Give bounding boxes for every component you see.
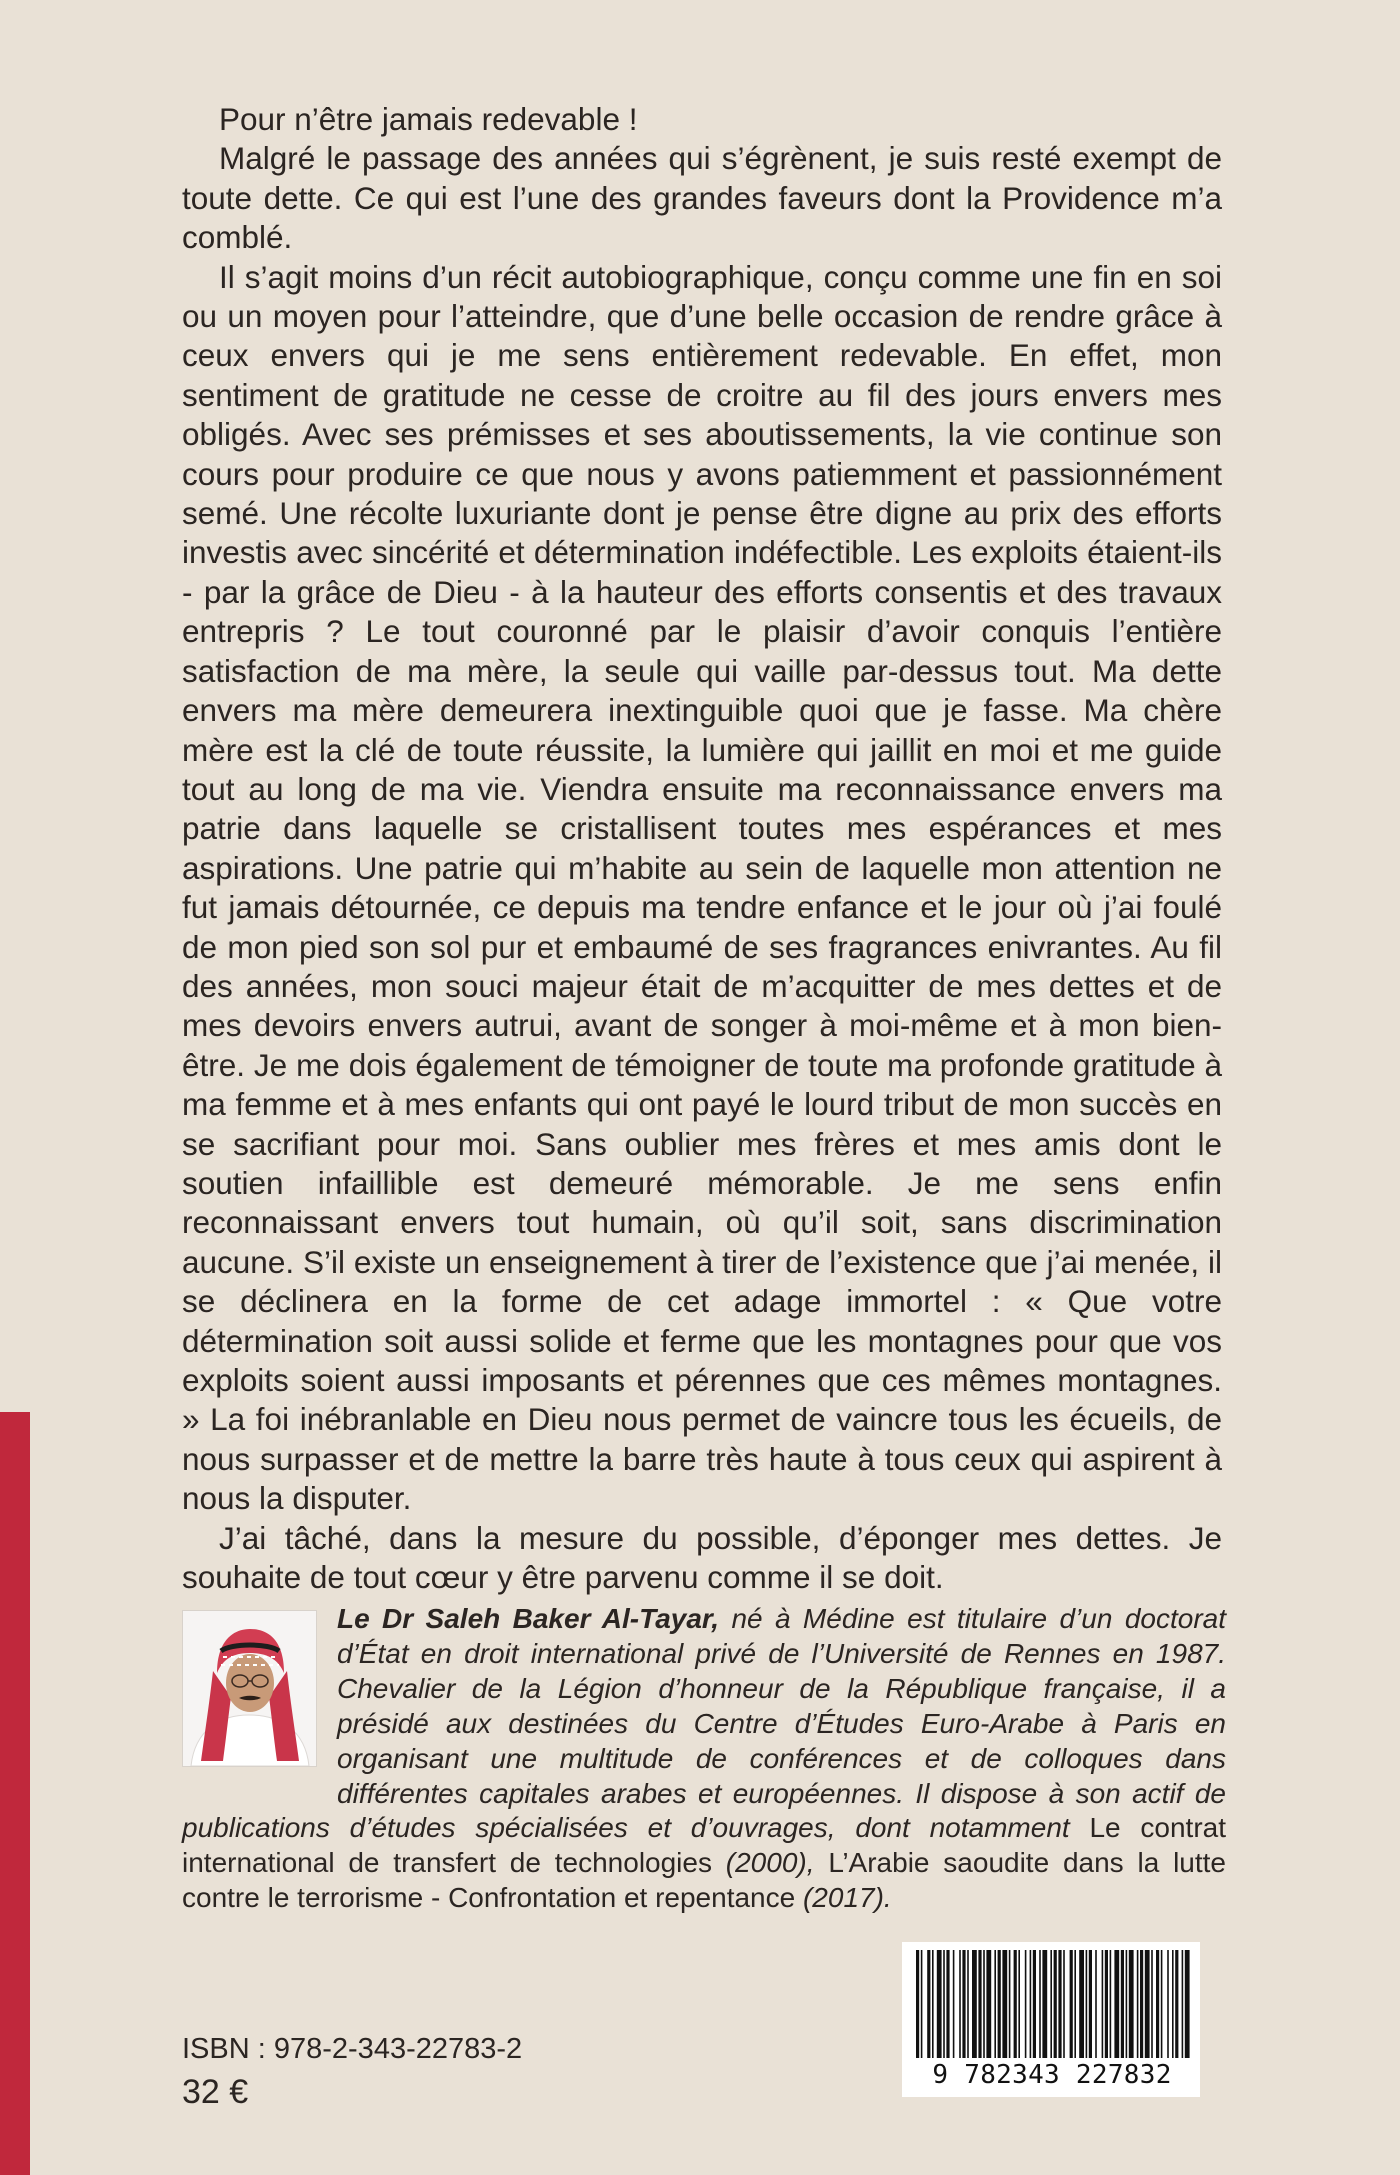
barcode-bar [1151, 1950, 1153, 2058]
barcode-bar [1030, 1950, 1032, 2058]
isbn: ISBN : 978-2-343-22783-2 [182, 2033, 523, 2065]
barcode-bar [943, 1950, 945, 2058]
barcode [902, 1942, 1200, 2097]
barcode-bar [1042, 1950, 1047, 2058]
barcode-bar [1140, 1950, 1143, 2058]
book-year-1: (2000), [711, 1847, 829, 1879]
barcode-bar [1110, 1950, 1112, 2058]
barcode-bar [1185, 1950, 1190, 2058]
photo-spacer [182, 1602, 337, 1777]
barcode-bar [967, 1950, 969, 2058]
barcode-bar [998, 1950, 1001, 2058]
barcode-bar [1039, 1950, 1041, 2058]
price: 32 € [182, 2073, 249, 2111]
book-title-2: L’Arabie saoudite dans la lutte contre le terrorisme - Confrontation et repentance [182, 1847, 1226, 1914]
book-title-1: Le contrat international de transfert de technologies [182, 1812, 1227, 1879]
barcode-bar [983, 1950, 985, 2058]
barcode-bar [1095, 1950, 1097, 2058]
barcode-bar [1018, 1950, 1020, 2058]
barcode-bar [1086, 1950, 1088, 2058]
barcode-bar [1063, 1950, 1065, 2058]
barcode-number: 9 782343 227832 [932, 2060, 1172, 2090]
bio-text: né à Médine est titulaire d’un doctorat d’État en droit international privé de l’Université de Rennes en 1987. Chevalier de la Légion d’honneur de la République française, il a présidé aux destinées du Centre d’Études Euro-Arabe à Paris en organisant une multitude de conférences et de colloques dans différentes capitales arabes et européennes. Il dispose à son actif de publications d’études spécialisées et d’ouvrages, dont notamment [182, 1603, 1226, 1844]
author-bio [182, 1602, 1226, 1916]
barcode-bar [932, 1950, 934, 2058]
barcode-bar [1014, 1950, 1017, 2058]
barcode-bar [1033, 1950, 1036, 2058]
barcode-bar [962, 1950, 965, 2058]
barcode-bar [916, 1950, 919, 2058]
barcode-bar [937, 1950, 942, 2058]
barcode-bar [994, 1950, 996, 2058]
barcode-bar [1025, 1950, 1027, 2058]
book-year-2: (2017). [795, 1882, 892, 1914]
barcode-bar [959, 1950, 961, 2058]
red-side-stripe [0, 1412, 30, 2175]
back-cover-text [182, 100, 1222, 1597]
barcode-bar [1002, 1950, 1007, 2058]
barcode-bar [1175, 1950, 1178, 2058]
barcode-bar [1182, 1950, 1184, 2058]
barcode-bar [1137, 1950, 1139, 2058]
barcode-bar [1114, 1950, 1119, 2058]
paragraph-body: Il s’agit moins d’un récit autobiographique, conçu comme une fin en soi ou un moyen pour l’atteindre, que d’une belle occasion de rendre grâce à ceux envers qui je me sens entièrement redevable. En effet, mon sentiment de gratitude ne cesse de croitre au fil des jours envers mes obligés. Avec ses prémisses et ses aboutissements, la vie continue son cours pour produire ce que nous y avons patiemment et passionnément semé. Une récolte luxuriante dont je pense être digne au prix des efforts investis avec sincérité et détermination indéfectible. Les exploits étaient-ils - par la grâce de Dieu - à la hauteur des efforts consentis et des travaux entrepris ? Le tout couronné par le plaisir d’avoir conquis l’entière satisfaction de ma mère, la seule qui vaille par-dessus tout. Ma dette envers ma mère demeurera inextinguible quoi que je fasse. Ma chère mère est la clé de toute réussite, la lumière qui jaillit en moi et me guide tout au long de ma vie. Viendra ensuite ma reconnaissance envers ma patrie dans laquelle se cristallisent toutes mes espérances et mes aspirations. Une patrie qui m’habite au sein de laquelle mon attention ne fut jamais détournée, ce depuis ma tendre enfance et le jour où j’ai foulé de mon pied son sol pur et embaumé de ses fragrances enivrantes. Au fil des années, mon souci majeur était de m’acquitter de mes dettes et de mes devoirs envers autrui, avant de songer à moi-même et à mon bien-être. Je me dois également de témoigner de toute ma profonde gratitude à ma femme et à mes enfants qui ont payé le lourd tribut de mon succès en se sacrifiant pour moi. Sans oublier mes frères et mes amis dont le soutien infaillible est demeuré mémorable. Je me sens enfin reconnaissant envers tout humain, où qu’il soit, sans discrimination aucune. S’il existe un enseignement à tirer de l’existence que j’ai menée, il se déclinera en la forme de cet adage immortel : « Que votre détermination soit aussi solide et ferme que les montagnes pour que vos exploits soient aussi imposants et pérennes que ces mêmes montagnes. » La foi inébranlable en Dieu nous permet de vaincre tous les écueils, de nous surpasser et de mettre la barre très haute à tous ceux qui aspirent à nous la disputer. [182, 258, 1222, 1517]
barcode-bar [1167, 1950, 1169, 2058]
paragraph-closing: J’ai tâché, dans la mesure du possible, d’éponger mes dettes. Je souhaite de tout cœur y être parvenu comme il se doit. [182, 1519, 1222, 1596]
barcode-bar [953, 1950, 955, 2058]
barcode-bar [921, 1950, 923, 2058]
barcode-bar [1058, 1950, 1061, 2058]
barcode-bar [1156, 1950, 1159, 2058]
barcode-bar [1121, 1950, 1124, 2058]
barcode-bar [978, 1950, 981, 2058]
barcode-bar [1089, 1950, 1092, 2058]
barcode-bar [1129, 1950, 1134, 2058]
barcode-bar [1070, 1950, 1073, 2058]
barcode-bar [1105, 1950, 1108, 2058]
barcode-bar [1074, 1950, 1076, 2058]
barcode-bar [1126, 1950, 1128, 2058]
barcode-bar [972, 1950, 977, 2058]
paragraph-intro: Malgré le passage des années qui s’égrènent, je suis resté exempt de toute dette. Ce qui est l’une des grandes faveurs dont la Providence m’a comblé. [182, 140, 1222, 256]
barcode-bar [986, 1950, 991, 2058]
barcode-bar [1102, 1950, 1104, 2058]
barcode-bar [1050, 1950, 1052, 2058]
barcode-bar [1079, 1950, 1084, 2058]
barcode-bar [1145, 1950, 1150, 2058]
barcode-bar [1172, 1950, 1174, 2058]
author-name: Le Dr Saleh Baker Al-Tayar, [337, 1603, 720, 1634]
barcode-bar [1161, 1950, 1163, 2058]
paragraph-title-line: Pour n’être jamais redevable ! [219, 101, 638, 137]
barcode-bar [946, 1950, 949, 2058]
barcode-bar [1054, 1950, 1057, 2058]
barcode-bar [927, 1950, 930, 2058]
barcode-bar [1009, 1950, 1011, 2058]
